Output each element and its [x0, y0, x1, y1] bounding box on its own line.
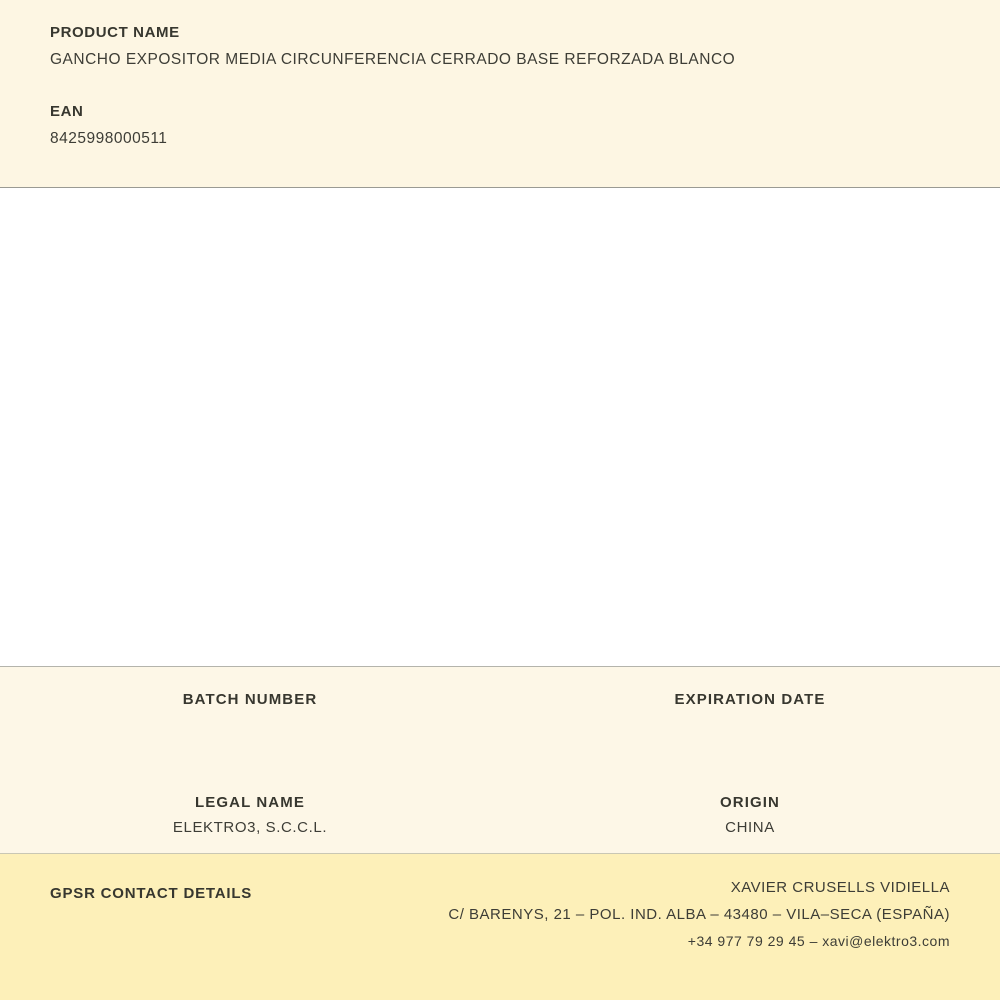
origin-cell: [500, 794, 1000, 837]
legal-name-value: ELEKTRO3, S.C.C.L.: [172, 819, 328, 836]
gpsr-contact-phone-email: +34 977 79 29 45 – xavi@elektro3.com: [687, 933, 950, 949]
legal-origin-row: [0, 734, 1000, 837]
product-name-value: GANCHO EXPOSITOR MEDIA CIRCUNFERENCIA CERRADO BASE REFORZADA BLANCO: [50, 51, 736, 68]
batch-legal-info-block: [0, 667, 1000, 854]
legal-name-cell: [0, 794, 500, 837]
expiration-date-cell: [500, 691, 1000, 734]
origin-value: CHINA: [725, 819, 775, 836]
gpsr-contact-name: XAVIER CRUSELLS VIDIELLA: [730, 879, 950, 896]
batch-number-cell: [0, 691, 500, 734]
gpsr-contact-title: GPSR CONTACT DETAILS: [50, 885, 253, 902]
ean-label: EAN: [50, 103, 84, 120]
legal-name-label: LEGAL NAME: [195, 794, 305, 811]
origin-label: ORIGIN: [720, 794, 780, 811]
expiration-date-value: [500, 716, 1000, 734]
gpsr-contact-block: [0, 854, 1000, 1000]
product-info-block: [0, 0, 1000, 188]
field-spacer: [50, 69, 950, 103]
batch-expiration-row: [0, 685, 1000, 734]
gpsr-contact-address: C/ BARENYS, 21 – POL. IND. ALBA – 43480 – VILA–SECA (ESPAÑA): [448, 906, 950, 923]
expiration-date-label: EXPIRATION DATE: [674, 691, 826, 708]
image-placeholder-area: [0, 188, 1000, 667]
product-name-label: PRODUCT NAME: [50, 24, 180, 41]
gpsr-contact-details: [448, 874, 950, 955]
ean-value: 8425998000511: [50, 130, 168, 147]
batch-number-label: BATCH NUMBER: [182, 691, 318, 708]
batch-number-value: [0, 716, 500, 734]
